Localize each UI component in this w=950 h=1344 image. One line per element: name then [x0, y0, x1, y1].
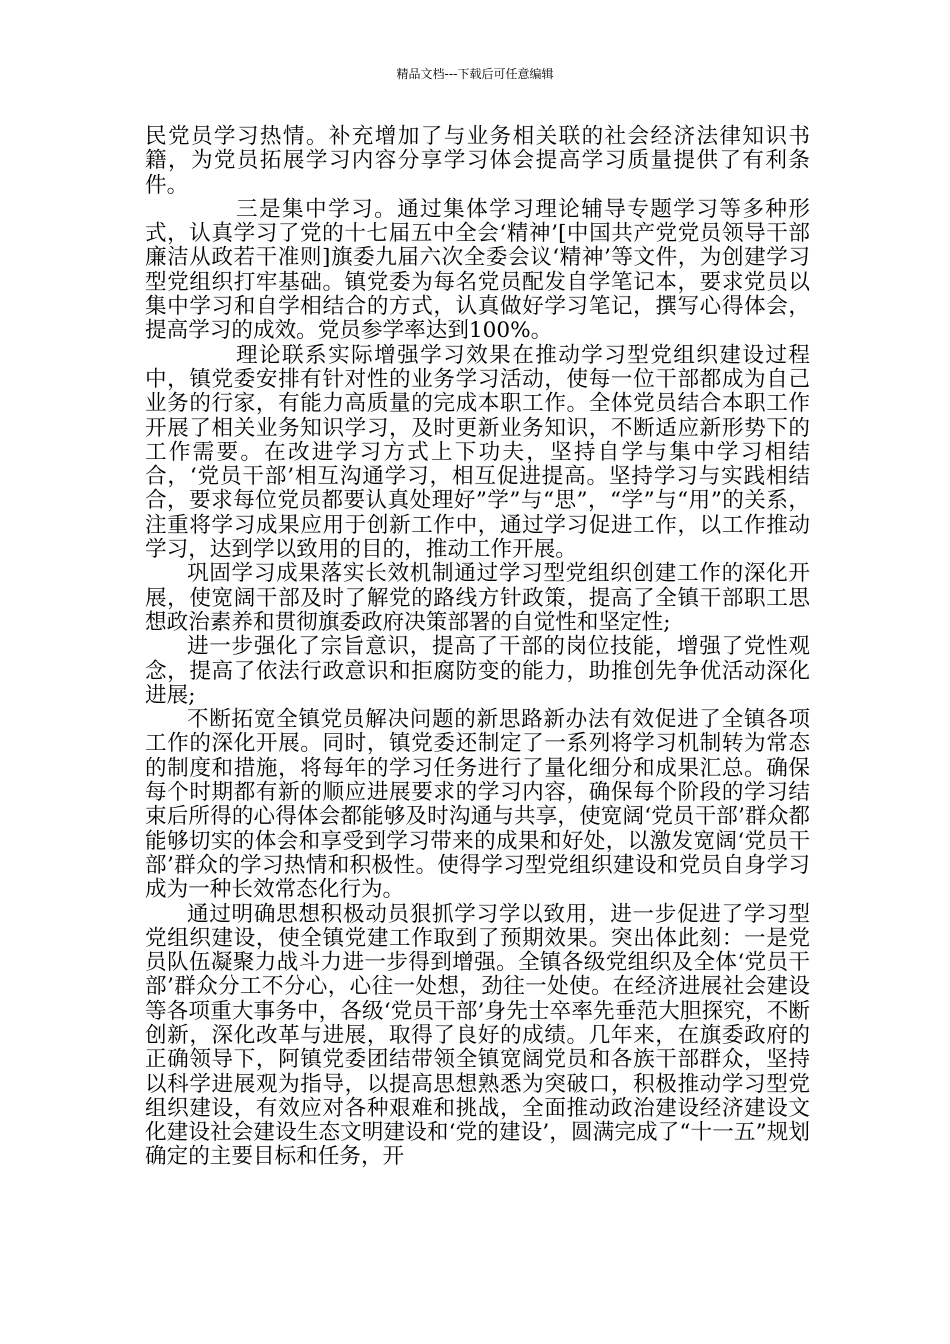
paragraph-clear-thinking: 通过明确思想积极动员狠抓学习学以致用，进一步促进了学习型党组织建设，使全镇党建工作取到了预期效果。突出体此刻：一是党员队伍凝聚力战斗力进一步得到增强。全镇各级党组织及全体‘党员干部’群众分工不分心，心往一处想，劲往一处使。在经济进展社会建设等各项重大事务中，各级‘党员干部’身先士卒率先垂范大胆探究，不断创新，深化改革与进展，取得了良好的成绩。几年来，在旗委政府的正确领导下，阿镇党委团结带领全镇宽阔党员和各族干部群众，坚持以科学进展观为指导，以提高思想熟悉为突破口，积极推动学习型党组织建设，有效应对各种艰难和挑战，全面推动政治建设经济建设文化建设社会建设生态文明建设和‘党的建设’，圆满完成了“十一五”规划确定的主要目标和任务，开 — [145, 901, 810, 1170]
paragraph-continuation: 民党员学习热情。补充增加了与业务相关联的社会经济法律知识书籍，为党员拓展学习内容分享学习体会提高学习质量提供了有利条件。 — [145, 124, 810, 198]
paragraph-purpose-awareness: 进一步强化了宗旨意识，提高了干部的岗位技能，增强了党性观念，提高了依法行政意识和拒腐防变的能力，助推创先争优活动深化进展; — [145, 634, 810, 708]
document-body — [145, 125, 810, 1170]
paragraph-consolidate-results: 巩固学习成果落实长效机制通过学习型党组织创建工作的深化开展，使宽阔干部及时了解党的路线方针政策，提高了全镇干部职工思想政治素养和贯彻旗委政府决策部署的自觉性和坚定性; — [145, 561, 810, 635]
paragraph-new-ideas: 不断拓宽全镇党员解决问题的新思路新办法有效促进了全镇各项工作的深化开展。同时，镇党委还制定了一系列将学习机制转为常态的制度和措施，将每年的学习任务进行了量化细分和成果汇总。确保每个时期都有新的顺应进展要求的学习内容，确保每个阶段的学习结束后所得的心得体会都能够及时沟通与共享，使宽阔‘党员干部’群众都能够切实的体会和享受到学习带来的成果和好处，以激发宽阔‘党员干部’群众的学习热情和积极性。使得学习型党组织建设和党员自身学习成为一种长效常态化行为。 — [145, 707, 810, 903]
page-header: 精品文档---下载后可任意编辑 — [396, 67, 554, 81]
paragraph-concentrated-study: 三是集中学习。通过集体学习理论辅导专题学习等多种形式，认真学习了党的十七届五中全会‘精神’[中国共产党党员领导干部廉洁从政若干准则]旗委九届六次全委会议‘精神’等文件，为创建学习型党组织打牢基础。镇党委为每名党员配发自学笔记本，要求党员以集中学习和自学相结合的方式，认真做好学习笔记，撰写心得体会，提高学习的成效。党员参学率达到100%。 — [145, 196, 810, 344]
paragraph-theory-practice: 理论联系实际增强学习效果在推动学习型党组织建设过程中，镇党委安排有针对性的业务学习活动，使每一位干部都成为自己业务的行家，有能力高质量的完成本职工作。全体党员结合本职工作开展了相关业务知识学习，及时更新业务知识，不断适应新形势下的工作需要。在改进学习方式上下功夫，坚持自学与集中学习相结合，‘党员干部’相互沟通学习，相互促进提高。坚持学习与实践相结合，要求每位党员都要认真处理好”学”与“思”，“学”与“用”的关系，注重将学习成果应用于创新工作中，通过学习促进工作，以工作推动学习，达到学以致用的目的，推动工作开展。 — [145, 342, 810, 563]
